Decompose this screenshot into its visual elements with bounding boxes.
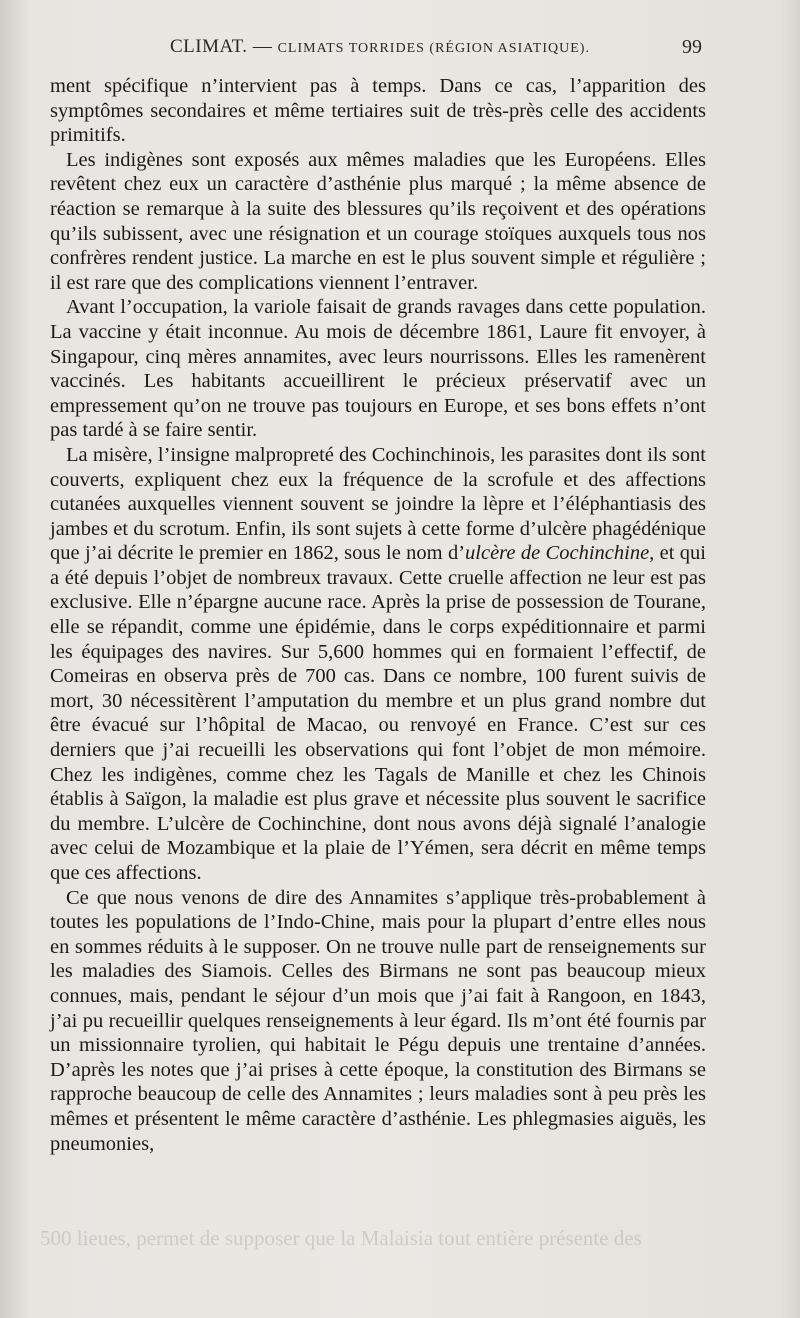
paragraph-variole: Avant l’occupation, la variole faisait de grands ravages dans cette population. La vaccine y était inconnue. Au mois de décembre 1861, Laure fit envoyer, à Singapour, cinq mères annamites, avec leurs nourrissons. Elles les ramenèrent vaccinés. Les habitants accueillirent le précieux préservatif avec un empressement qu’on ne trouve pas toujours en Europe, et ses bons effets n’ont pas tardé à se faire sentir.	[50, 296, 706, 442]
misere-text-after: , et qui a été depuis l’objet de nombreux travaux. Cette cruelle affection ne leur est pas exclusive. Elle n’épargne aucune race. Après la prise de possession de Tourane, elle se répandit, comme une épidémie, dans le corps expéditionnaire et parmi les équipages des navires. Sur 5,600 hommes qui en formaient l’effectif, de Comeiras en observa près de 700 cas. Dans ce nombre, 100 furent suivis de mort, 30 nécessitèrent l’amputation du membre et un plus grand nombre dut être évacué sur l’hôpital de Macao, ou renvoyé en France. C’est sur ces derniers que j’ai recueilli les observations qui font l’objet de mon mémoire. Chez les indigènes, comme chez les Tagals de Manille et chez les Chinois établis à Saïgon, la maladie est plus grave et nécessite plus souvent le sacrifice du membre. L’ulcère de Cochinchine, dont nous avons déjà signalé l’analogie avec celui de Mozambique et la plaie de l’Yémen, sera décrit en même temps que ces affections.	[50, 542, 706, 884]
bleed-through-shadow: 500 lieues, permet de supposer que la Malaisia tout entière présente des	[40, 1226, 642, 1250]
section-title: CLIMATS TORRIDES (RÉGION ASIATIQUE).	[277, 41, 590, 56]
paragraph-continuation: ment spécifique n’intervient pas à temps. Dans ce cas, l’apparition des symptômes secondaires et même tertiaires suit de très-près celle des accidents primitifs.	[50, 75, 706, 147]
ulcere-italic-term: ulcère de Cochinchine	[465, 542, 650, 565]
body-text	[50, 74, 706, 1156]
page-header	[0, 36, 800, 66]
page-number: 99	[682, 36, 702, 58]
misere-text-before: La misère, l’insigne malpropreté des Cochinchinois, les parasites dont ils sont couverts, expliquent chez eux la fréquence de la scrofule et des affections cutanées auxquelles viennent souvent se joindre la lèpre et l’éléphantiasis des jambes et du scrotum. Enfin, ils sont sujets à cette forme d’ulcère phagédénique que j’ai décrite le premier en 1862, sous le nom d’	[50, 443, 706, 565]
paragraph-misere	[50, 443, 706, 886]
running-head	[170, 36, 590, 58]
header-dash: —	[252, 36, 273, 57]
paragraph-indigenes: Les indigènes sont exposés aux mêmes maladies que les Européens. Elles revêtent chez eux un caractère d’asthénie plus marqué ; la même absence de réaction se remarque à la suite des blessures qu’ils reçoivent et des opérations qu’ils subissent, avec une résignation et un courage stoïques auxquels tous nos confrères rendent justice. La marche en est le plus souvent simple et régulière ; il est rare que des complications viennent l’entraver.	[50, 148, 706, 294]
paragraph-indo-chine: Ce que nous venons de dire des Annamites s’applique très-probablement à toutes les populations de l’Indo-Chine, mais pour la plupart d’entre elles nous en sommes réduits à le supposer. On ne trouve nulle part de renseignements sur les maladies des Siamois. Celles des Birmans ne sont pas beaucoup mieux connues, mais, pendant le séjour d’un mois que j’ai fait à Rangoon, en 1843, j’ai pu recueillir quelques renseignements à leur égard. Ils m’ont été fournis par un missionnaire tyrolien, qui habitait le Pégu depuis une trentaine d’années. D’après les notes que j’ai prises à cette époque, la constitution des Birmans se rapproche beaucoup de celle des Annamites ; leurs maladies sont à peu près les mêmes et présentent le même caractère d’asthénie. Les phlegmasies aiguës, les pneumonies,	[50, 886, 706, 1155]
chapter-title: CLIMAT.	[170, 36, 248, 57]
